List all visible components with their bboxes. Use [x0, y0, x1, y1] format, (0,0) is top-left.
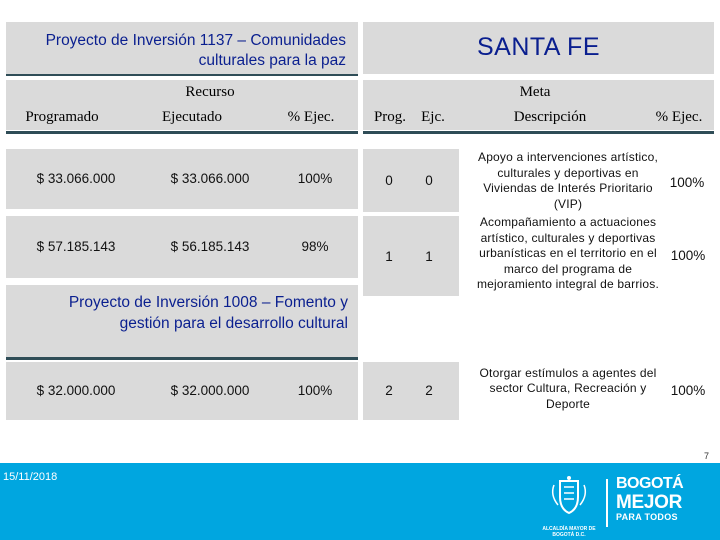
row1-descripcion: Apoyo a intervenciones artístico, culturales y deportivas en Viviendas de Interés Prioritario (VIP): [477, 150, 659, 211]
title-band-underline: [6, 74, 358, 76]
recurso-group-label: Recurso: [185, 83, 235, 100]
alcaldia-logo: [540, 475, 598, 538]
meta-group-label: Meta: [519, 83, 551, 100]
header-divider-left: [6, 131, 358, 134]
row2-descripcion: Acompañamiento a actuaciones artístico, culturales y deportivas urbanísticas en el territorio en el marco del programa de mejoramiento integral de barrios.: [476, 215, 660, 292]
project-1008-title: Proyecto de Inversión 1008 – Fomento y gestión para el desarrollo cultural: [68, 294, 348, 332]
row1-pct: 100%: [297, 170, 333, 186]
col-ejecutado: Ejecutado: [162, 108, 222, 125]
col-pct-ejec: % Ejec.: [287, 108, 335, 125]
col-programado: Programado: [25, 108, 99, 125]
row3-pct: 100%: [297, 382, 333, 398]
row3-meta-pct: 100%: [670, 382, 706, 398]
row1-prog: 0: [385, 172, 393, 188]
row3-ejecutado: $ 32.000.000: [170, 382, 250, 398]
project-1008-underline: [6, 357, 358, 360]
bogota-logo-line1: BOGOTÁ: [616, 475, 684, 492]
row2-programado: $ 57.185.143: [36, 238, 116, 254]
row2-ejecutado: $ 56.185.143: [170, 238, 250, 254]
row3-ejc: 2: [425, 382, 433, 398]
row2-meta-pct: 100%: [670, 247, 706, 263]
row3-descripcion: Otorgar estímulos a agentes del sector Cultura, Recreación y Deporte: [479, 365, 657, 411]
footer-bar: [0, 463, 720, 540]
row1-programado: $ 33.066.000: [36, 170, 116, 186]
row3-prog: 2: [385, 382, 393, 398]
header-divider-right: [363, 131, 714, 134]
footer-date: 15/11/2018: [3, 471, 58, 483]
row1-meta-pct: 100%: [669, 174, 705, 190]
footer-logo-divider: [606, 479, 608, 527]
row3-programado: $ 32.000.000: [36, 382, 116, 398]
col-prog: Prog.: [373, 108, 407, 125]
alcaldia-text: ALCALDÍA MAYOR DE BOGOTÁ D.C.: [542, 526, 596, 538]
col-meta-pct: % Ejec.: [655, 108, 703, 125]
row2-pct: 98%: [301, 238, 329, 254]
region-title: SANTA FE: [476, 33, 600, 61]
col-ejc: Ejc.: [421, 108, 445, 125]
row2-prog: 1: [385, 248, 393, 264]
page-number: 7: [704, 451, 710, 461]
bogota-mejor-logo: [616, 475, 696, 535]
project-1137-title: Proyecto de Inversión 1137 – Comunidades culturales para la paz: [45, 32, 346, 69]
col-descripcion: Descripción: [513, 108, 587, 125]
bogota-logo-line2: MEJOR: [616, 492, 683, 513]
row1-ejc: 0: [425, 172, 433, 188]
coat-of-arms-icon: [540, 475, 598, 521]
bogota-logo-line3: PARA TODOS: [616, 512, 678, 522]
row1-ejecutado: $ 33.066.000: [170, 170, 250, 186]
row2-ejc: 1: [425, 248, 433, 264]
